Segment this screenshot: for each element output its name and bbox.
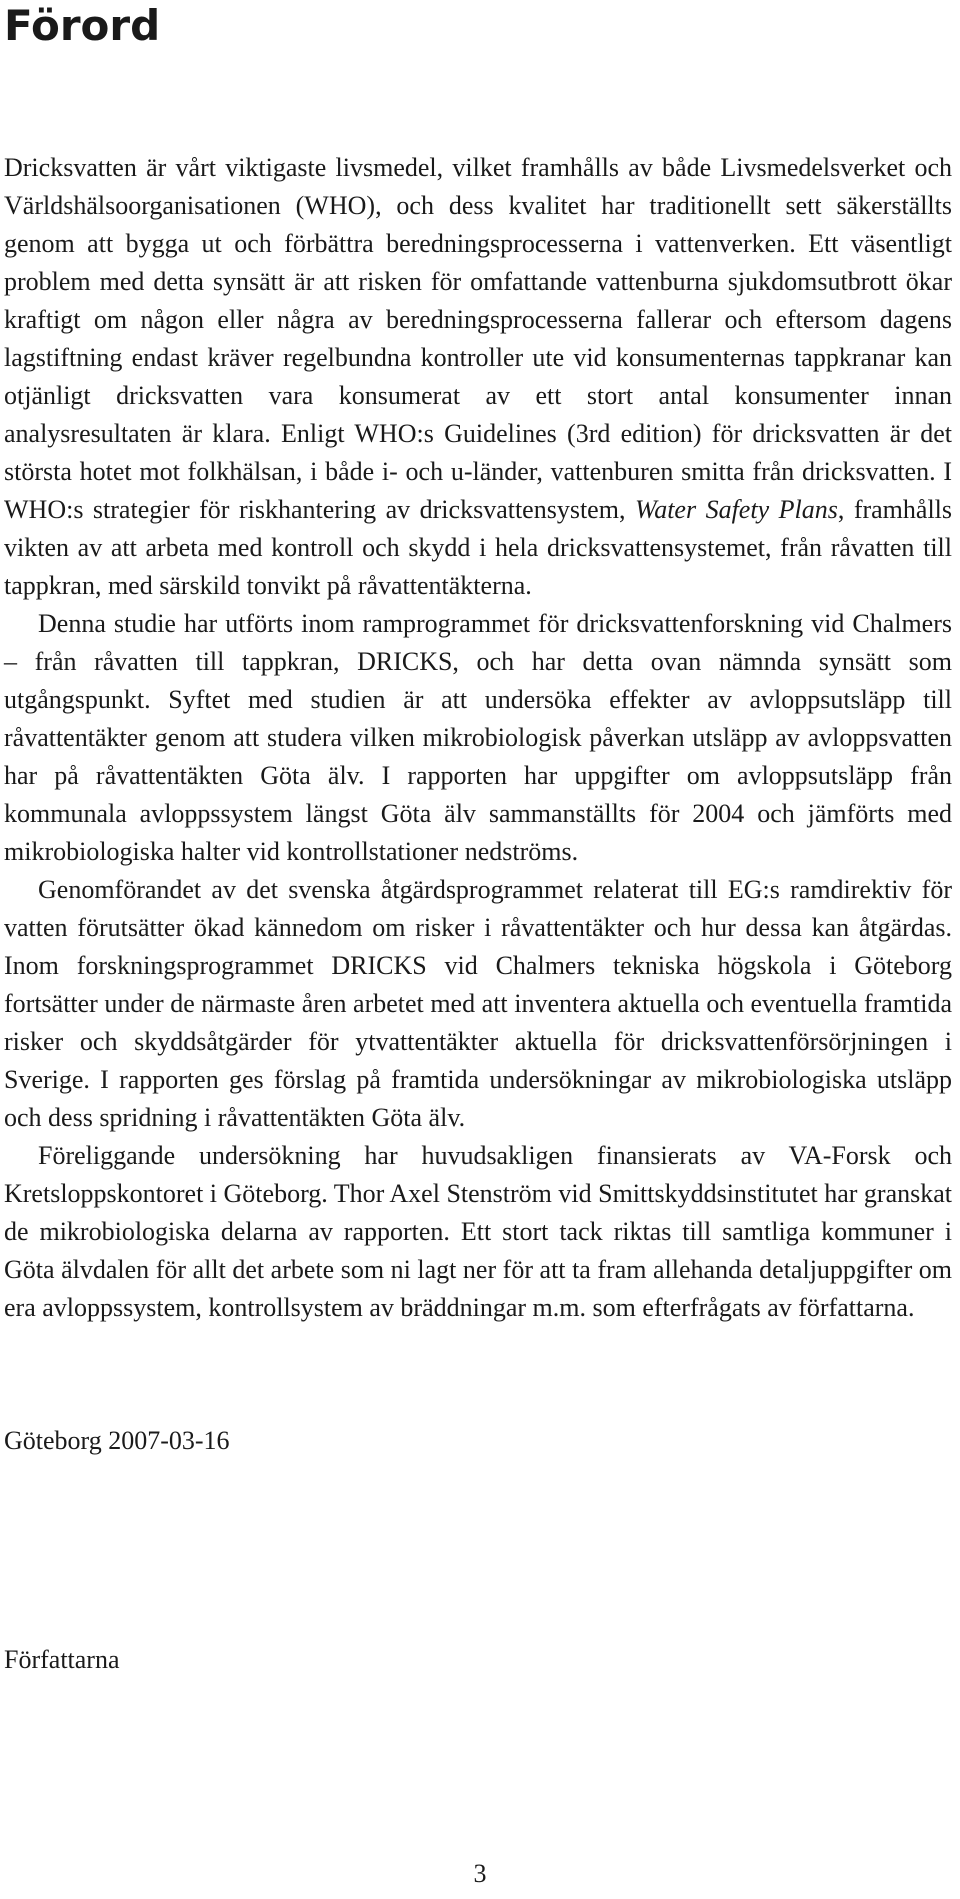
page-heading: Förord <box>4 1 161 50</box>
place-date: Göteborg 2007-03-16 <box>4 1426 230 1455</box>
paragraph-3: Genomförandet av det svenska åtgärdsprogrammet relaterat till EG:s ramdirektiv för vatten förutsätter ökad kännedom om risker i råvattentäkter och hur dessa kan åtgärdas. Inom forskningsprogrammet DRICKS vid Chalmers tekniska högskola i Göteborg fortsätter under de närmaste åren arbetet med att inventera aktuella och eventuella framtida risker och skyddsåtgärder för ytvattentäkter aktuella för dricksvattenförsörjningen i Sverige. I rapporten ges förslag på framtida undersökningar av mikrobiologiska utsläpp och dess spridning i råvattentäkten Göta älv. <box>4 875 952 1132</box>
paragraph-1-text-end: , framhålls vikten av att arbeta med kontroll och skydd i hela dricksvattensystemet, från råvatten till tappkran, med särskild tonvikt på råvattentäkterna. <box>4 495 953 600</box>
signature: Författarna <box>4 1645 120 1674</box>
body-text <box>4 149 952 1327</box>
paragraph-1-italic: Water Safety Plans <box>634 495 838 524</box>
paragraph-2: Denna studie har utförts inom ramprogrammet för dricksvattenforskning vid Chalmers – från råvatten till tappkran, DRICKS, och har detta ovan nämnda synsätt som utgångspunkt. Syftet med studien är att undersöka effekter av avloppsutsläpp till råvattentäkter genom att studera vilken mikrobiologisk påverkan utsläpp av avloppsvatten har på råvattentäkten Göta älv. I rapporten har uppgifter om avloppsutsläpp från kommunala avloppssystem längst Göta älv sammanställts för 2004 och jämförts med mikrobiologiska halter vid kontrollstationer nedströms. <box>4 609 952 866</box>
page-number: 3 <box>473 1859 487 1888</box>
paragraph-1 <box>4 149 952 605</box>
paragraph-4: Föreliggande undersökning har huvudsakligen finansierats av VA-Forsk och Kretsloppskontoret i Göteborg. Thor Axel Stenström vid Smittskyddsinstitutet har granskat de mikrobiologiska delarna av rapporten. Ett stort tack riktas till samtliga kommuner i Göta älvdalen för allt det arbete som ni lagt ner för att ta fram allehanda detaljuppgifter om era avloppssystem, kontrollsystem av bräddningar m.m. som efterfrågats av författarna. <box>4 1141 952 1322</box>
paragraph-1-text: Dricksvatten är vårt viktigaste livsmedel, vilket framhålls av både Livsmedelsverket och Världshälsoorganisationen (WHO), och dess kvalitet har traditionellt sett säkerställts genom att bygga ut och förbättra beredningsprocesserna i vattenverken. Ett väsentligt problem med detta synsätt är att risken för omfattande vattenburna sjukdomsutbrott ökar kraftigt om någon eller några av beredningsprocesserna fallerar och eftersom dagens lagstiftning endast kräver regelbundna kontroller ute vid konsumenternas tappkranar kan otjänligt dricksvatten vara konsumerat av ett stort antal konsumenter innan analysresultaten är klara. Enligt WHO:s Guidelines (3rd edition) för dricksvatten är det största hotet mot folkhälsan, i både i- och u-länder, vattenburen smitta från dricksvatten. I WHO:s strategier för riskhantering av dricksvattensystem, <box>4 153 952 524</box>
